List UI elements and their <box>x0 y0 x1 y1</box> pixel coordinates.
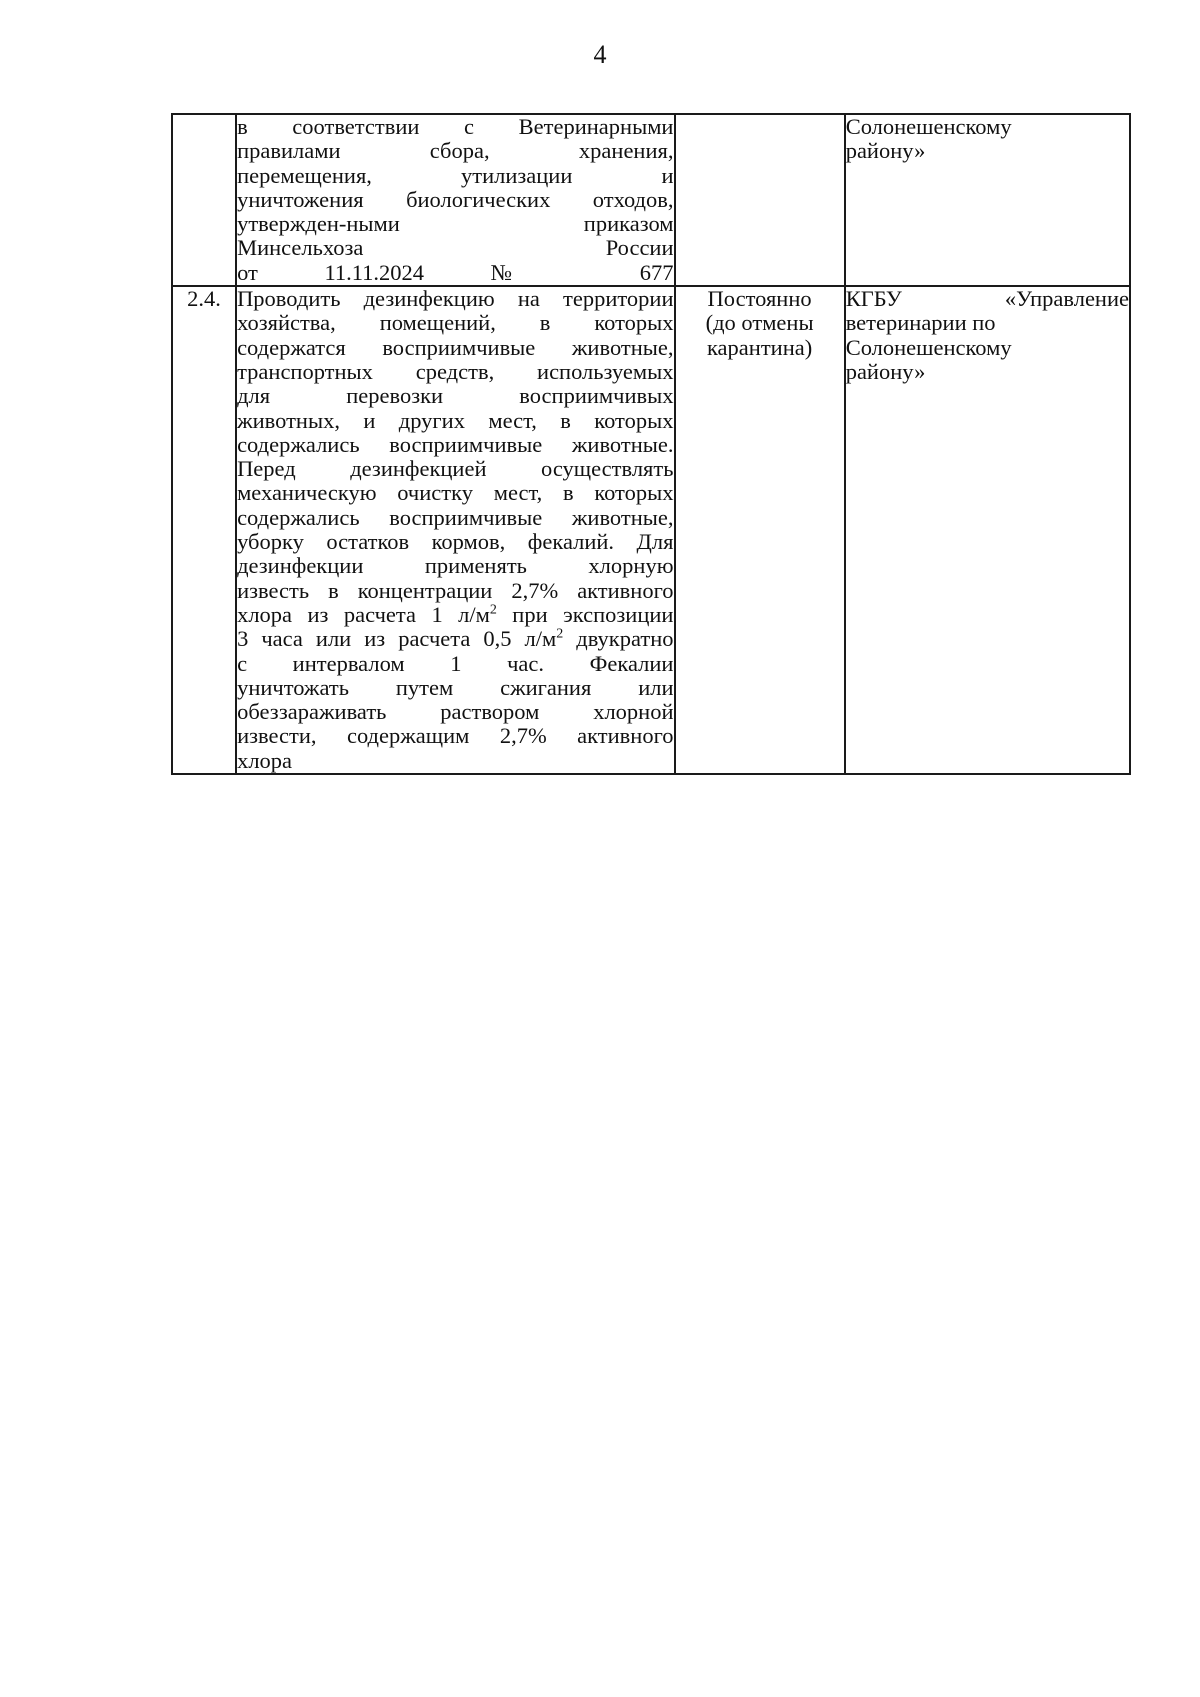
text-line: Проводить дезинфекцию на территории <box>237 286 674 312</box>
text-line: Солонешенскому <box>845 114 1012 139</box>
text-line: транспортных средств, используемых <box>237 358 674 384</box>
text-line: району» <box>845 358 926 384</box>
text-line: известь в концентрации 2,7% активного <box>237 577 674 603</box>
text-line: хлора из расчета 1 $л/м^2$ при экспозиции <box>237 601 674 627</box>
text-line: утвержден-ными приказом <box>237 211 674 237</box>
row-number-cell <box>172 114 236 286</box>
term-cell <box>675 286 845 774</box>
text-line: уничтожать путем сжигания или <box>237 674 674 700</box>
text-line: содержались восприимчивые животные, <box>237 504 674 530</box>
text-line: 3 часа или из расчета 0,5 $л/м^2$ двукратно <box>237 626 674 652</box>
text-line: Постоянно <box>707 286 812 312</box>
measure-text-cell <box>236 114 674 286</box>
text-line: Минсельхоза России <box>237 235 674 261</box>
text-line: механическую очистку мест, в которых <box>237 480 674 506</box>
text-line: извести, содержащим 2,7% активного <box>237 723 674 749</box>
text-line: обеззараживать раствором хлорной <box>237 699 674 725</box>
text-line: правилами сбора, хранения, <box>237 138 674 164</box>
text-line: в соответствии с Ветеринарными <box>237 114 674 139</box>
responsible-text <box>846 287 1129 384</box>
text-line: дезинфекции применять хлорную <box>237 553 674 579</box>
text-line: с интервалом 1 час. Фекалии <box>237 650 674 676</box>
text-line: Солонешенскому <box>845 334 1012 360</box>
text-line: животных, и других мест, в которых <box>237 407 674 433</box>
text-line: КГБУ «Управление <box>845 286 1129 312</box>
text-line: хозяйства, помещений, в которых <box>237 310 674 336</box>
page-number: 4 <box>593 40 607 69</box>
term-cell <box>675 114 845 286</box>
measure-text <box>237 287 673 773</box>
measures-table <box>171 113 1131 775</box>
text-line: содержались восприимчивые животные. <box>237 431 674 457</box>
term-text <box>676 287 844 360</box>
measure-text <box>237 115 673 285</box>
table-row <box>172 286 1130 774</box>
text-line: (до отмены <box>705 310 814 336</box>
responsible-text <box>846 115 1129 164</box>
measure-text-cell <box>236 286 674 774</box>
text-line: району» <box>845 138 926 164</box>
text-line: перемещения, утилизации и <box>237 162 674 188</box>
responsible-cell <box>845 114 1130 286</box>
text-line: для перевозки восприимчивых <box>237 383 674 409</box>
table-row <box>172 114 1130 286</box>
row-number-cell <box>172 286 236 774</box>
text-line: уничтожения биологических отходов, <box>237 186 674 212</box>
text-line: Перед дезинфекцией осуществлять <box>237 456 674 482</box>
text-line: содержатся восприимчивые животные, <box>237 334 674 360</box>
text-line: ветеринарии по <box>845 310 996 336</box>
text-line: карантина) <box>706 334 813 360</box>
row-number: 2.4. <box>187 286 221 312</box>
text-line: хлора <box>237 747 293 773</box>
text-line: уборку остатков кормов, фекалий. Для <box>237 529 674 555</box>
responsible-cell <box>845 286 1130 774</box>
text-line: от 11.11.2024 № 677 <box>237 259 674 285</box>
